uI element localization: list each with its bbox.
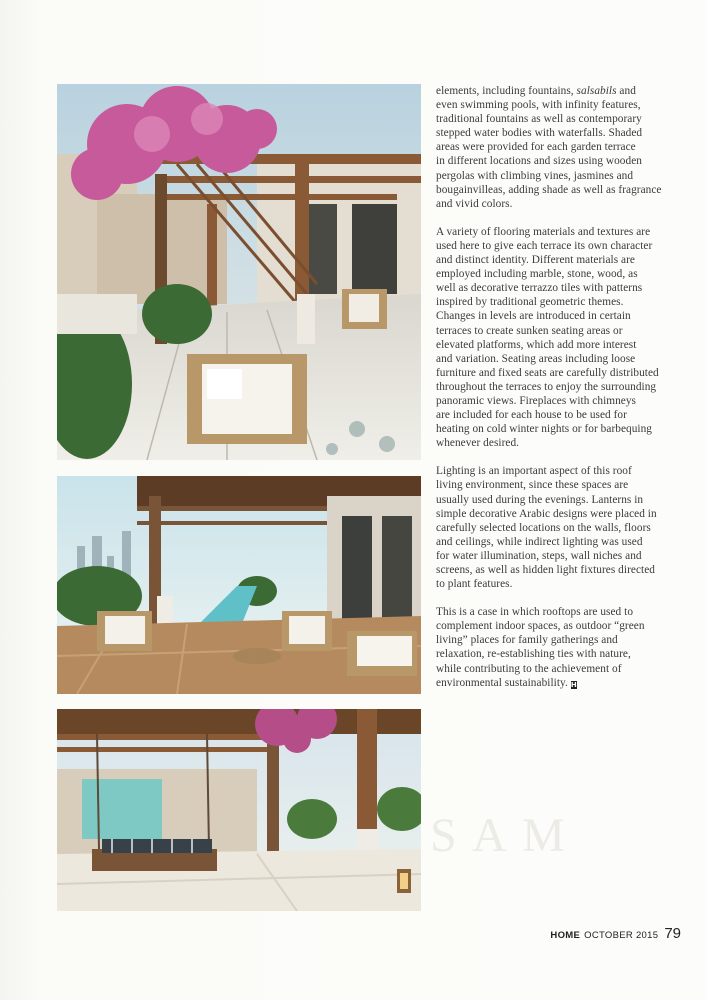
text-line: and variation. Seating areas including loose	[436, 352, 636, 365]
text-line: throughout the terraces to enjoy the surrounding	[436, 380, 657, 393]
text-line: areas were provided for each garden terrace	[436, 141, 636, 154]
end-mark-icon: H	[570, 680, 577, 689]
text-line: living” places for family gatherings and	[436, 634, 618, 647]
text-line: heating on cold winter nights or for barbequing	[436, 423, 652, 436]
paragraph-water-features	[436, 84, 688, 211]
italic-term: salsabils	[576, 85, 617, 97]
text-line: well as decorative terrazzo tiles with patterns	[436, 282, 643, 295]
terrace-pergola-photo	[57, 84, 421, 460]
paragraph-flooring	[436, 225, 688, 451]
text-line: usually used during the evenings. Lanterns in	[436, 493, 644, 506]
text-line: furniture and fixed seats are carefully distributed	[436, 366, 659, 379]
article-text-column	[436, 84, 688, 704]
text-line: used here to give each terrace its own character	[436, 239, 653, 252]
text-line: Changes in levels are introduced in certain	[436, 310, 631, 323]
text-line: This is a case in which rooftops are used to	[436, 606, 634, 619]
text-line: whenever desired.	[436, 437, 520, 450]
rooftop-pool-lounge-icon	[57, 476, 421, 694]
text-line: and ceilings, while indirect lighting was used	[436, 535, 643, 548]
text-line: bougainvilleas, adding shade as well as fragrance	[436, 183, 662, 196]
swing-bed-photo	[57, 709, 421, 911]
watermark: S A M	[430, 809, 568, 862]
text-line: A variety of flooring materials and textures are	[436, 225, 651, 238]
text-line: carefully selected locations on the walls, floors	[436, 521, 651, 534]
issue-date: OCTOBER 2015	[584, 930, 659, 941]
text-line: to plant features.	[436, 578, 513, 591]
text-line: elevated platforms, which add more interest	[436, 338, 637, 351]
text-line: relaxation, re-establishing ties with nature,	[436, 648, 631, 661]
text-line-last	[436, 677, 577, 689]
page-footer	[550, 925, 681, 942]
text-line: Lighting is an important aspect of this roof	[436, 465, 632, 478]
paragraph-lighting	[436, 464, 688, 591]
page-number: 79	[664, 925, 681, 942]
text-line: stepped water bodies with waterfalls. Shaded	[436, 127, 643, 140]
text-line: inspired by traditional geometric themes.	[436, 296, 624, 309]
magazine-brand: HOME	[550, 930, 581, 941]
text-line: simple decorative Arabic designs were placed in	[436, 507, 657, 520]
text-line: complement indoor spaces, as outdoor “green	[436, 620, 645, 633]
text-line: and distinct identity. Different materials are	[436, 254, 635, 267]
text-line: elements, including fountains, salsabils and	[436, 85, 636, 97]
swing-bed-pergola-icon	[57, 709, 421, 911]
paragraph-conclusion	[436, 605, 688, 690]
text-line: employed including marble, stone, wood, as	[436, 268, 638, 281]
text-line: for water illumination, steps, wall niches and	[436, 549, 642, 562]
text-line: living environment, since these spaces are	[436, 479, 629, 492]
text-line: terraces to create sunken seating areas or	[436, 324, 623, 337]
text-line-content: environmental sustainability.	[436, 676, 568, 689]
text-line: are included for each house to be used for	[436, 409, 627, 422]
rooftop-pool-photo	[57, 476, 421, 694]
terrace-pergola-bougainvillea-icon	[57, 84, 421, 460]
text-line: traditional fountains as well as contemporary	[436, 113, 642, 126]
text-line: in different locations and sizes using wooden	[436, 155, 642, 168]
text-line: pergolas with climbing vines, jasmines and	[436, 169, 634, 182]
text-line: screens, as well as hidden light fixtures directed	[436, 564, 655, 576]
text-line: even swimming pools, with infinity features,	[436, 99, 641, 112]
text-line: while contributing to the achievement of	[436, 662, 622, 675]
text-line: and vivid colors.	[436, 197, 513, 210]
text-line: panoramic views. Fireplaces with chimneys	[436, 394, 637, 407]
